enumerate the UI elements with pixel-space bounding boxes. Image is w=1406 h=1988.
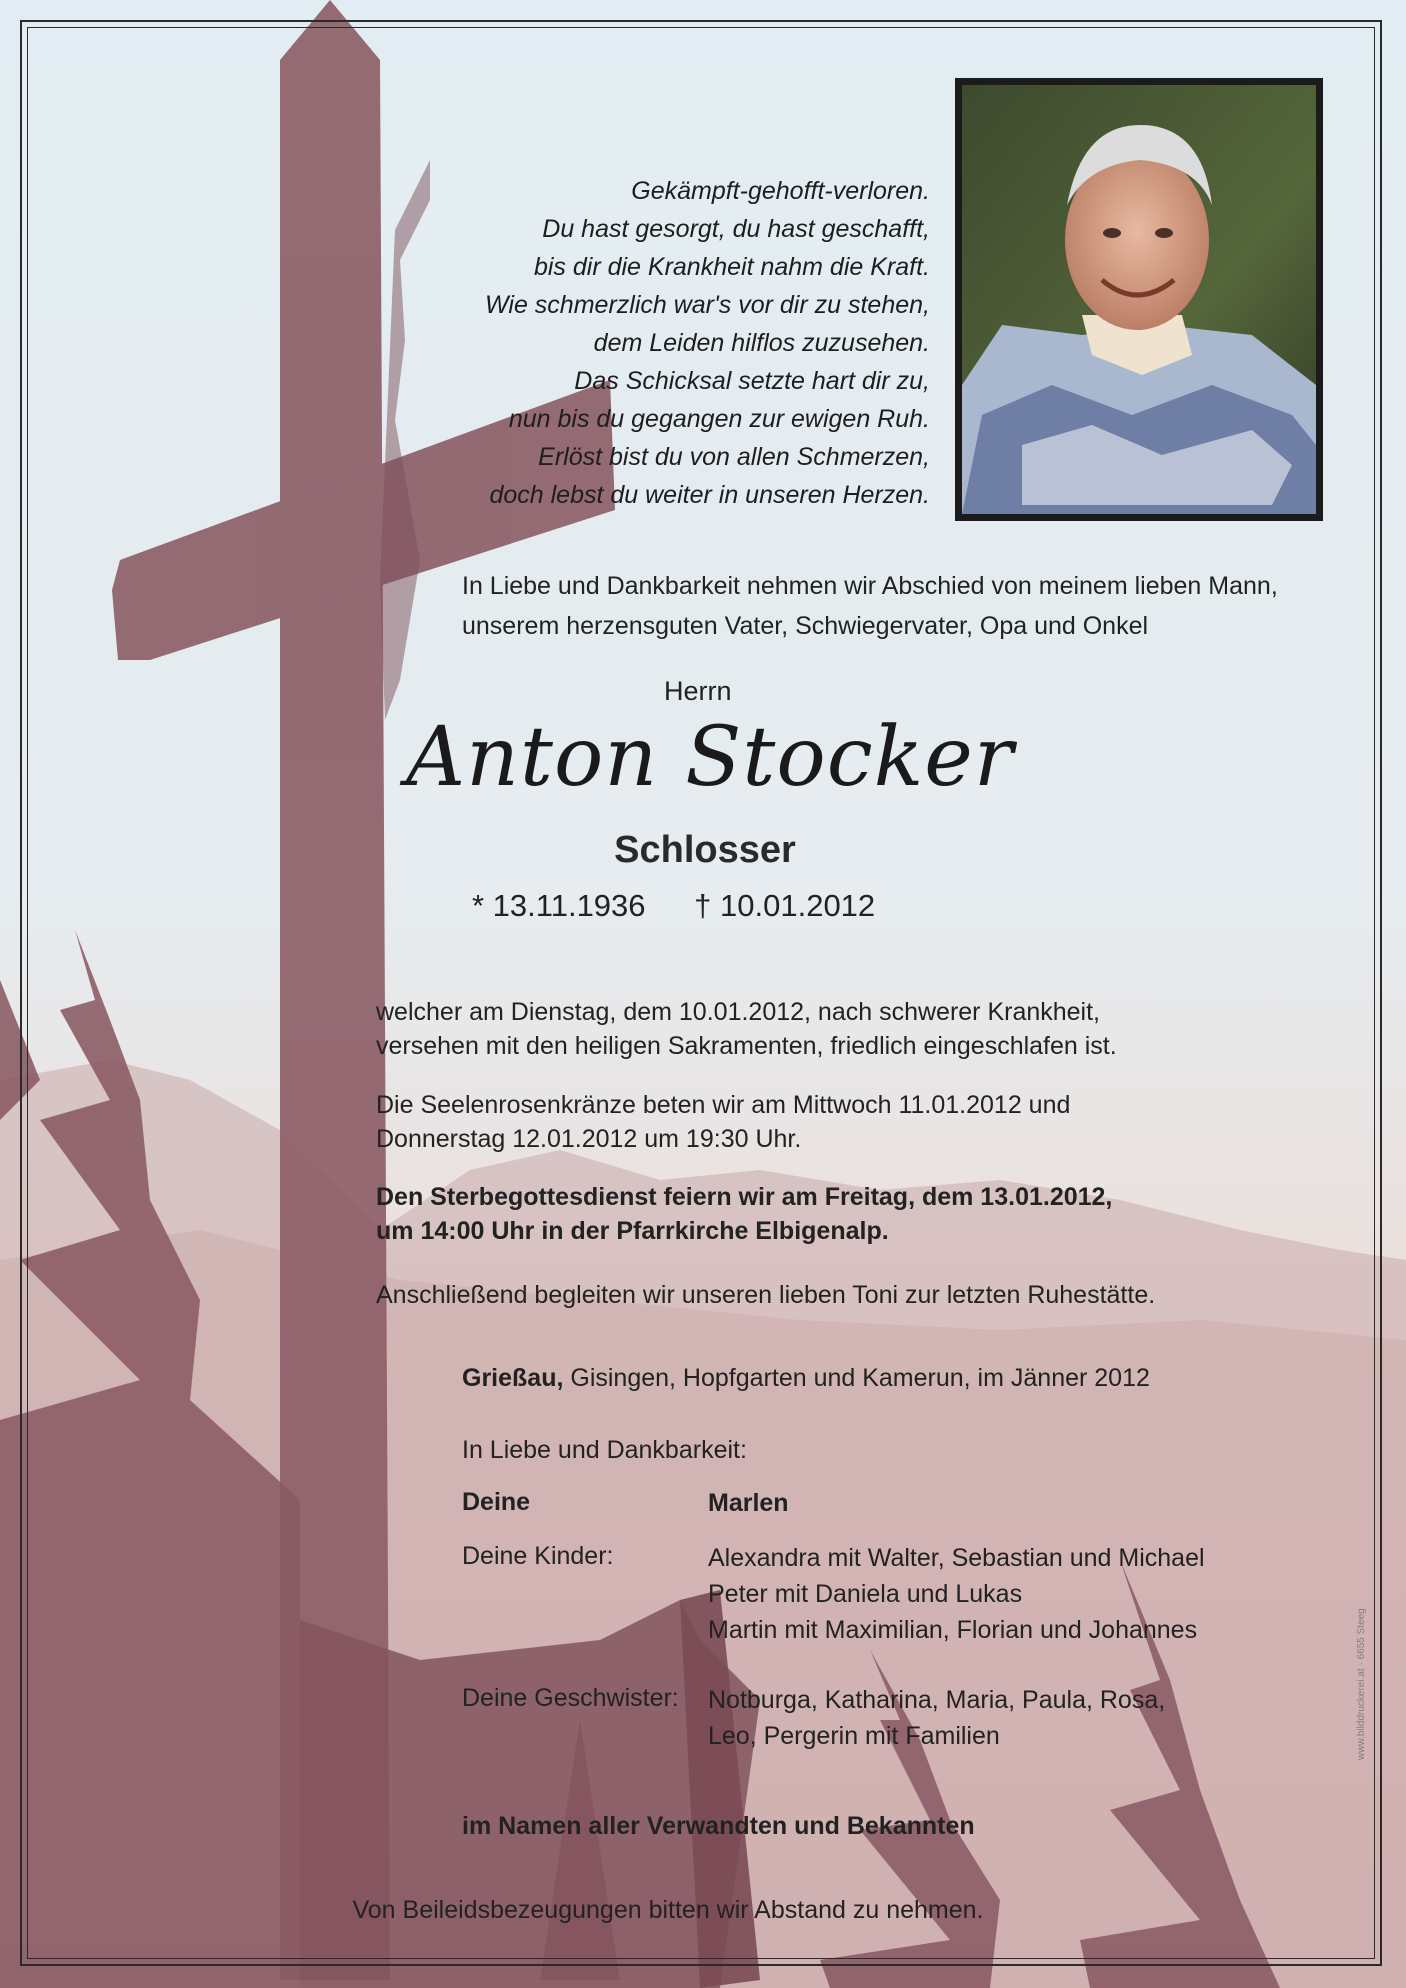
paragraph-line: versehen mit den heiligen Sakramenten, friedlich eingeschlafen ist. bbox=[376, 1032, 1117, 1060]
mourner-label: Deine Geschwister: bbox=[462, 1684, 679, 1712]
intro-line: In Liebe und Dankbarkeit nehmen wir Abschied von meinem lieben Mann, bbox=[462, 572, 1278, 600]
poem-line: bis dir die Krankheit nahm die Kraft. bbox=[533, 253, 930, 281]
mourner-names bbox=[708, 1682, 1165, 1754]
paragraph-line: welcher am Dienstag, dem 10.01.2012, nach schwerer Krankheit, bbox=[376, 998, 1100, 1026]
printer-imprint: www.bilddruckerei.at · 6655 Steeg bbox=[1356, 1608, 1367, 1760]
mourner-label: Deine bbox=[462, 1488, 531, 1516]
service-paragraph bbox=[376, 1180, 1112, 1248]
paragraph-line: um 14:00 Uhr in der Pfarrkirche Elbigenalp. bbox=[376, 1217, 889, 1245]
mourner-name: Leo, Pergerin mit Familien bbox=[708, 1722, 1000, 1750]
paragraph-line: Donnerstag 12.01.2012 um 19:30 Uhr. bbox=[376, 1125, 802, 1153]
poem bbox=[370, 172, 930, 514]
profession: Schlosser bbox=[614, 829, 796, 871]
rosary-paragraph bbox=[376, 1088, 1070, 1156]
poem-line: Wie schmerzlich war's vor dir zu stehen, bbox=[485, 291, 930, 319]
life-dates bbox=[472, 888, 875, 924]
deceased-name: Anton Stocker bbox=[405, 710, 1015, 805]
intro-text bbox=[462, 566, 1278, 646]
paragraph-line: Die Seelenrosenkränze beten wir am Mittwoch 11.01.2012 und bbox=[376, 1091, 1071, 1119]
burial-paragraph: Anschließend begleiten wir unseren lieben Toni zur letzten Ruhestätte. bbox=[376, 1281, 1156, 1309]
footer-note bbox=[0, 1896, 1406, 1925]
poem-line: Erlöst bist du von allen Schmerzen, bbox=[538, 443, 930, 471]
portrait-image bbox=[962, 85, 1316, 514]
closing-line: im Namen aller Verwandten und Bekannten bbox=[462, 1812, 975, 1840]
poem-line: Das Schicksal setzte hart dir zu, bbox=[574, 367, 930, 395]
death-date: † 10.01.2012 bbox=[694, 888, 876, 923]
footer-text: Von Beileidsbezeugungen bitten wir Abstand zu nehmen. bbox=[352, 1896, 984, 1924]
intro-line: unserem herzensguten Vater, Schwiegervater, Opa und Onkel bbox=[462, 612, 1149, 640]
salutation: Herrn bbox=[664, 676, 732, 706]
passing-paragraph bbox=[376, 995, 1117, 1063]
poem-line: Gekämpft-gehofft-verloren. bbox=[631, 177, 930, 205]
place-rest: Gisingen, Hopfgarten und Kamerun, im Jänner 2012 bbox=[563, 1364, 1150, 1392]
mourner-label: Deine Kinder: bbox=[462, 1542, 614, 1570]
poem-line: dem Leiden hilflos zuzusehen. bbox=[593, 329, 930, 357]
mourner-name: Martin mit Maximilian, Florian und Johannes bbox=[708, 1616, 1198, 1644]
poem-line: doch lebst du weiter in unseren Herzen. bbox=[489, 481, 930, 509]
poem-line: nun bis du gegangen zur ewigen Ruh. bbox=[508, 405, 930, 433]
mourner-name: Marlen bbox=[708, 1489, 789, 1517]
birth-date: * 13.11.1936 bbox=[472, 888, 646, 923]
poem-line: Du hast gesorgt, du hast geschafft, bbox=[542, 215, 930, 243]
mourner-names bbox=[708, 1540, 1205, 1648]
mourner-names bbox=[708, 1488, 789, 1518]
place-bold: Grießau, bbox=[462, 1364, 564, 1392]
paragraph-line: Den Sterbegottesdienst feiern wir am Freitag, dem 13.01.2012, bbox=[376, 1183, 1113, 1211]
mourner-name: Alexandra mit Walter, Sebastian und Michael bbox=[708, 1544, 1205, 1572]
thanks-line: In Liebe und Dankbarkeit: bbox=[462, 1436, 747, 1464]
mourner-name: Peter mit Daniela und Lukas bbox=[708, 1580, 1023, 1608]
mourner-name: Notburga, Katharina, Maria, Paula, Rosa, bbox=[708, 1686, 1166, 1714]
place-date-line bbox=[462, 1364, 1150, 1393]
portrait-photo bbox=[955, 78, 1323, 521]
